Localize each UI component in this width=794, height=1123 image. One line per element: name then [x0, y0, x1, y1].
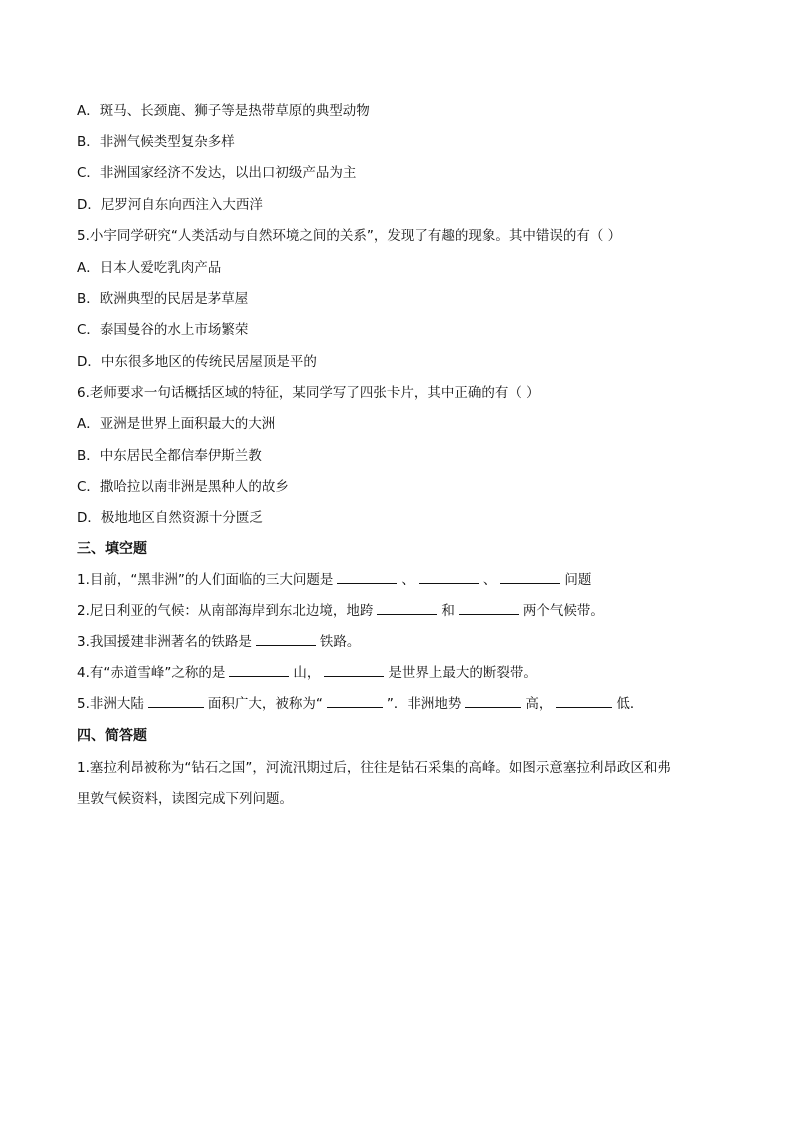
- fill-5-sep-1: 面积广大，被称为“: [207, 696, 323, 712]
- q4-option-d: D．尼罗河自东向西注入大西洋: [77, 197, 263, 213]
- fill-1-text: 1.目前，“黑非洲”的人们面临的三大问题是: [77, 572, 334, 588]
- answer-blank[interactable]: [324, 663, 384, 677]
- fill-4-end: 是世界上最大的断裂带。: [388, 665, 537, 681]
- q4-option-b: B．非洲气候类型复杂多样: [77, 134, 235, 150]
- answer-blank[interactable]: [500, 570, 560, 584]
- fill-2-sep: 和: [441, 603, 455, 619]
- fill-question-5: [77, 694, 643, 714]
- q6-option-a: A．亚洲是世界上面积最大的大洲: [77, 416, 276, 432]
- section-short-answer-title: 四、简答题: [77, 728, 147, 744]
- q6-option-d: D．极地地区自然资源十分匮乏: [77, 510, 263, 526]
- answer-blank[interactable]: [337, 570, 397, 584]
- q5-option-b: B．欧洲典型的民居是茅草屋: [77, 291, 249, 307]
- fill-question-4: [77, 663, 537, 683]
- q5-option-a: A．日本人爱吃乳肉产品: [77, 260, 222, 276]
- answer-blank[interactable]: [148, 694, 204, 708]
- q4-option-c: C．非洲国家经济不发达，以出口初级产品为主: [77, 165, 357, 181]
- fill-2-end: 两个气候带。: [522, 603, 604, 619]
- fill-2-text: 2.尼日利亚的气候：从南部海岸到东北边境，地跨: [77, 603, 374, 619]
- answer-blank[interactable]: [465, 694, 521, 708]
- answer-blank[interactable]: [327, 694, 383, 708]
- answer-blank[interactable]: [419, 570, 479, 584]
- answer-blank[interactable]: [459, 601, 519, 615]
- fill-3-end: 铁路。: [319, 634, 361, 650]
- short-answer-1-line-2: 里敦气候资料，读图完成下列问题。: [77, 791, 293, 807]
- fill-4-sep: 山，: [293, 665, 321, 681]
- q4-option-a: A．斑马、长颈鹿、狮子等是热带草原的典型动物: [77, 103, 370, 119]
- fill-1-sep-2: 、: [482, 572, 497, 588]
- answer-blank[interactable]: [256, 632, 316, 646]
- fill-question-2: [77, 601, 604, 621]
- fill-5-text: 5.非洲大陆: [77, 696, 144, 712]
- short-answer-1-line-1: 1.塞拉利昂被称为“钻石之国”，河流汛期过后，往往是钻石采集的高峰。如图示意塞拉利昂政区和弗: [77, 760, 671, 776]
- fill-1-end: 问题: [564, 572, 592, 588]
- fill-question-1: [77, 570, 591, 590]
- q6-stem: 6.老师要求一句话概括区域的特征，某同学写了四张卡片，其中正确的有（ ）: [77, 385, 540, 401]
- q6-option-b: B．中东居民全都信奉伊斯兰教: [77, 448, 262, 464]
- fill-5-end: 低．: [616, 696, 644, 712]
- answer-blank[interactable]: [229, 663, 289, 677]
- q6-option-c: C．撒哈拉以南非洲是黑种人的故乡: [77, 479, 289, 495]
- fill-3-text: 3.我国援建非洲著名的铁路是: [77, 634, 252, 650]
- q5-option-d: D．中东很多地区的传统民居屋顶是平的: [77, 354, 317, 370]
- fill-4-text: 4.有“赤道雪峰”之称的是: [77, 665, 226, 681]
- fill-1-sep-1: 、: [401, 572, 415, 588]
- fill-5-sep-2: ”．非洲地势: [386, 696, 462, 712]
- fill-5-sep-3: 高，: [525, 696, 553, 712]
- section-fill-blank-title: 三、填空题: [77, 541, 147, 557]
- answer-blank[interactable]: [377, 601, 437, 615]
- answer-blank[interactable]: [556, 694, 612, 708]
- fill-question-3: [77, 632, 360, 652]
- q5-option-c: C．泰国曼谷的水上市场繁荣: [77, 322, 249, 338]
- q5-stem: 5.小宇同学研究“人类活动与自然环境之间的关系”，发现了有趣的现象。其中错误的有（ ）: [77, 228, 622, 244]
